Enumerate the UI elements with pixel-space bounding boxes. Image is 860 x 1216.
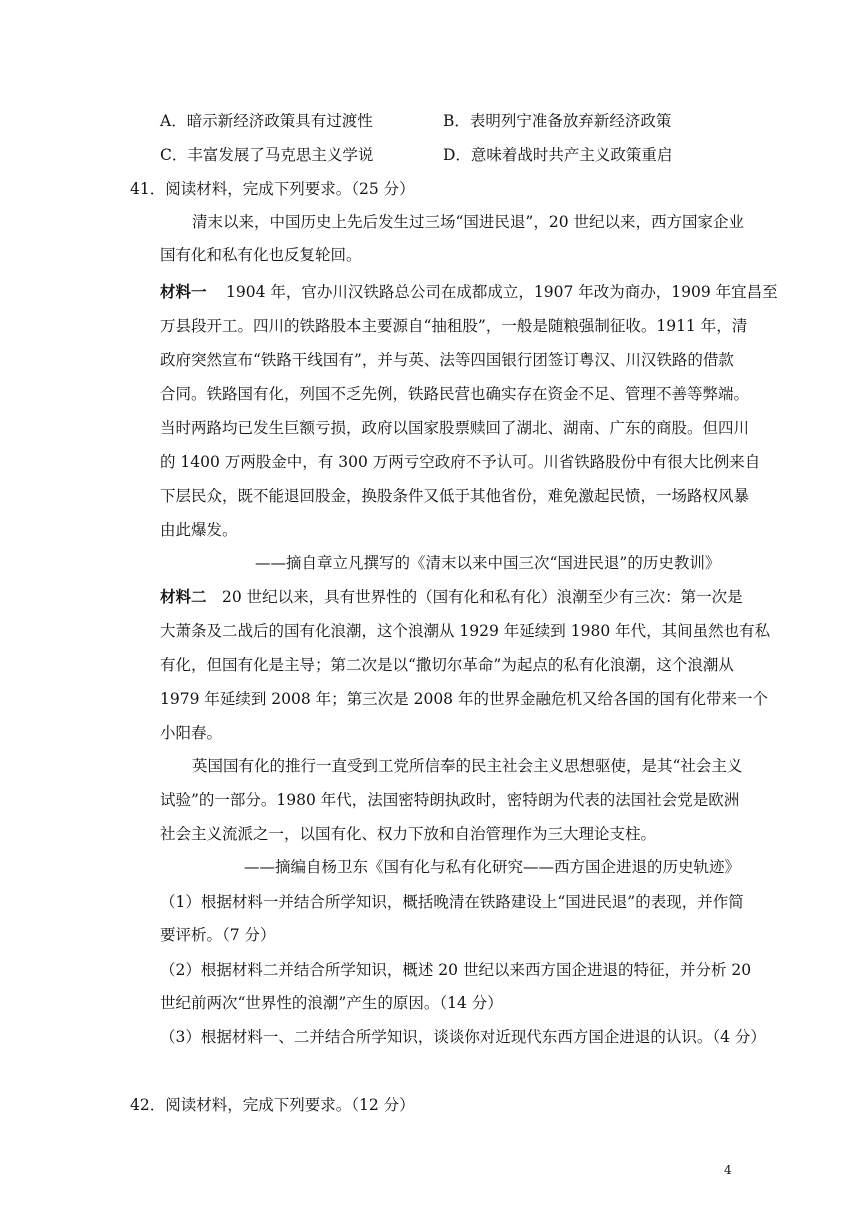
material-1-line: 万县段开工。四川的铁路股本主要源自“抽租股”，一般是随粮强制征收。1911 年，清 — [160, 317, 748, 335]
option-d: D．意味着战时共产主义政策重启 — [443, 146, 673, 164]
material-2-paragraph: 社会主义流派之一，以国有化、权力下放和自治管理作为三大理论支柱。 — [160, 825, 657, 843]
material-1-line: 政府突然宣布“铁路干线国有”，并与英、法等四国银行团签订粤汉、川汉铁路的借款 — [160, 351, 734, 369]
question-42-title: 42．阅读材料，完成下列要求。（12 分） — [130, 1096, 415, 1114]
material-2-line: 1979 年延续到 2008 年；第三次是 2008 年的世界金融危机又给各国的国有化带来一个 — [160, 690, 768, 708]
material-1-label: 材料一 — [160, 282, 207, 301]
material-2-label: 材料二 — [160, 587, 207, 606]
intro-line: 国有化和私有化也反复轮回。 — [160, 246, 362, 264]
requirement-1: 要评析。（7 分） — [160, 926, 276, 944]
intro-line: 清末以来，中国历史上先后发生过三场“国进民退”，20 世纪以来，西方国家企业 — [192, 213, 745, 231]
material-1-line: 当时两路均已发生巨额亏损，政府以国家股票赎回了湖北、湖南、广东的商股。但四川 — [160, 419, 750, 437]
material-2-line: 有化，但国有化是主导；第二次是以“撒切尔革命”为起点的私有化浪潮，这个浪潮从 — [160, 656, 734, 674]
material-1-line: 合同。铁路国有化，列国不乏先例，铁路民营也确实存在资金不足、管理不善等弊端。 — [160, 385, 750, 403]
material-1-source: ——摘自章立凡撰写的《清末以来中国三次“国进民退”的历史教训》 — [255, 554, 721, 572]
material-1-line: 的 1400 万两股金中，有 300 万两亏空政府不予认可。川省铁路股份中有很大比例来自 — [160, 453, 761, 471]
material-1-line: 1904 年，官办川汉铁路总公司在成都成立，1907 年改为商办，1909 年宜昌至 — [226, 283, 778, 301]
material-1-line: 由此爆发。 — [160, 521, 238, 539]
page-number: 4 — [724, 1163, 732, 1177]
material-2-line: 小阳春。 — [160, 724, 223, 742]
question-41-title: 41．阅读材料，完成下列要求。（25 分） — [130, 180, 415, 198]
requirement-2: 世纪前两次“世界性的浪潮”产生的原因。（14 分） — [160, 994, 503, 1012]
option-c: C．丰富发展了马克思主义学说 — [160, 146, 374, 164]
material-2-line: 大萧条及二战后的国有化浪潮，这个浪潮从 1929 年延续到 1980 年代，其间虽然也有私 — [160, 622, 771, 640]
material-2-line: 20 世纪以来，具有世界性的（国有化和私有化）浪潮至少有三次：第一次是 — [222, 588, 743, 606]
option-a: A．暗示新经济政策具有过渡性 — [160, 112, 373, 130]
requirement-3: （3）根据材料一、二并结合所学知识，谈谈你对近现代东西方国企进退的认识。（4 分） — [160, 1028, 766, 1046]
requirement-2: （2）根据材料二并结合所学知识，概述 20 世纪以来西方国企进退的特征，并分析 20 — [160, 961, 752, 979]
option-b: B．表明列宁准备放弃新经济政策 — [443, 112, 672, 130]
requirement-1: （1）根据材料一并结合所学知识，概括晚清在铁路建设上“国进民退”的表现，并作简 — [160, 893, 744, 911]
material-2-source: ——摘编自杨卫东《国有化与私有化研究——西方国企进退的历史轨迹》 — [244, 858, 741, 876]
material-1-line: 下层民众，既不能退回股金，换股条件又低于其他省份，难免激起民愤，一场路权风暴 — [160, 487, 750, 505]
material-2-paragraph: 试验”的一部分。1980 年代，法国密特朗执政时，密特朗为代表的法国社会党是欧洲 — [160, 791, 740, 809]
material-2-paragraph: 英国国有化的推行一直受到工党所信奉的民主社会主义思想驱使，是其“社会主义 — [192, 757, 743, 775]
